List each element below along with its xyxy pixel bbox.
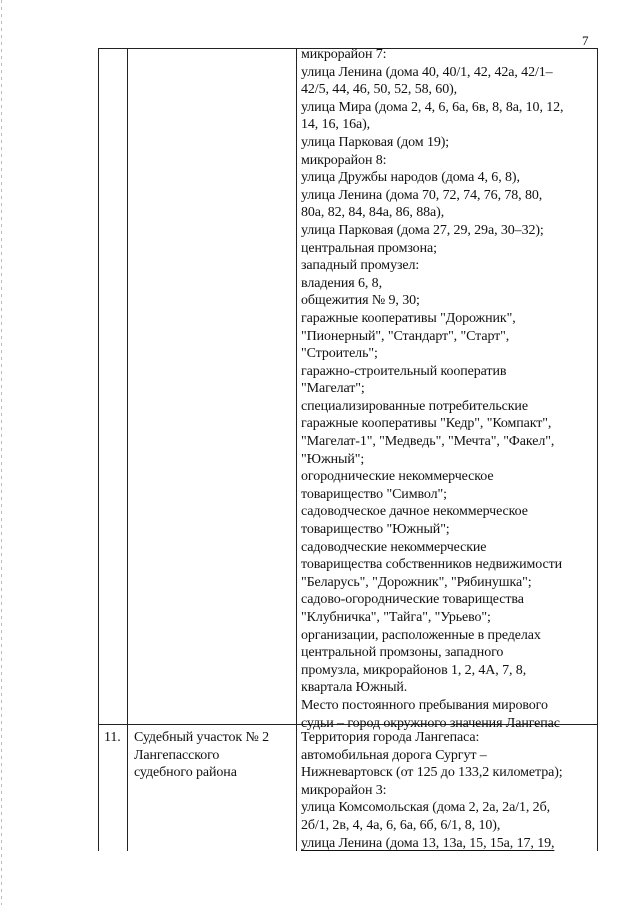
- page-number: 7: [582, 33, 589, 48]
- court-name-line: судебного района: [134, 765, 237, 781]
- territory-line: организации, расположенные в пределах: [301, 627, 541, 643]
- territory-line: Нижневартовск (от 125 до 133,2 километра);: [301, 765, 563, 781]
- column-divider-number: [127, 48, 128, 851]
- territory-line: улица Комсомольская (дома 2, 2а, 2а/1, 2б,: [301, 800, 550, 816]
- territory-line: гаражно-строительный кооператив: [301, 363, 507, 379]
- territory-line: товарищества собственников недвижимости: [301, 557, 563, 573]
- territory-line: улица Парковая (дома 27, 29, 29а, 30–32);: [301, 222, 544, 238]
- territory-line: "Клубничка", "Тайга", "Урьево";: [301, 610, 491, 625]
- territory-line: промузла, микрорайонов 1, 2, 4А, 7, 8,: [301, 662, 527, 678]
- territory-line: западный промузел:: [301, 258, 420, 274]
- scan-edge-mark: [1, 0, 2, 905]
- territory-line: микрорайон 7:: [301, 47, 387, 62]
- territory-line: квартала Южный.: [301, 680, 408, 696]
- territory-line: 42/5, 44, 46, 50, 52, 58, 60),: [301, 82, 458, 98]
- territory-line: микрорайон 3:: [301, 782, 387, 798]
- territory-line: улица Ленина (дома 13, 13а, 15, 15а, 17, 19,: [301, 835, 555, 851]
- territory-line: "Строитель";: [301, 346, 378, 362]
- territory-line: 80а, 82, 84, 84а, 86, 88а),: [301, 205, 445, 221]
- territory-line: общежития № 9, 30;: [301, 293, 420, 309]
- column-divider-name: [296, 48, 297, 851]
- territory-line: центральной промзоны, западного: [301, 645, 504, 661]
- territory-line: гаражные кооперативы "Кедр", "Компакт",: [301, 416, 552, 432]
- territory-line: садово-огороднические товарищества: [301, 592, 524, 608]
- territory-line: 2б/1, 2в, 4, 4а, 6, 6а, 6б, 6/1, 8, 10),: [301, 817, 501, 833]
- territory-line: "Магелат";: [301, 381, 365, 397]
- territory-line: микрорайон 8:: [301, 152, 387, 168]
- territory-line: улица Парковая (дом 19);: [301, 134, 450, 150]
- territory-line: владения 6, 8,: [301, 275, 382, 291]
- territory-line: улица Ленина (дома 70, 72, 74, 76, 78, 80,: [301, 187, 543, 203]
- territory-line: товарищество "Символ";: [301, 486, 447, 502]
- territory-line: "Пионерный", "Стандарт", "Старт",: [301, 328, 510, 344]
- court-name-line: Судебный участок № 2: [134, 730, 270, 745]
- territory-line: Место постоянного пребывания мирового: [301, 697, 548, 713]
- territory-line: центральная промзона;: [301, 240, 437, 256]
- territory-line: "Беларусь", "Дорожник", "Рябинушка";: [301, 574, 532, 590]
- territory-line: автомобильная дорога Сургут –: [301, 747, 487, 763]
- top-row-territory-cell: [301, 46, 563, 732]
- territory-line: товарищество "Южный";: [301, 522, 450, 538]
- territory-line: улица Ленина (дома 40, 40/1, 42, 42а, 42/1–: [301, 64, 553, 80]
- territory-line: "Магелат-1", "Медведь", "Мечта", "Факел",: [301, 434, 555, 450]
- territory-line: "Южный";: [301, 451, 365, 467]
- territory-line: 14, 16, 16а),: [301, 117, 371, 133]
- territory-line: улица Мира (дома 2, 4, 6, 6а, 6в, 8, 8а, 10, 12,: [301, 99, 564, 115]
- court-name-line: Лангепасского: [134, 747, 220, 763]
- territory-line: гаражные кооперативы "Дорожник",: [301, 310, 516, 326]
- row-11-name-cell: [134, 729, 269, 782]
- territory-line: специализированные потребительские: [301, 398, 528, 414]
- territory-line: судьи – город окружного значения Лангепас: [301, 715, 560, 731]
- row-11-territory-cell: [301, 729, 563, 852]
- territory-line: огороднические некоммерческое: [301, 469, 494, 485]
- row-11-number: 11.: [104, 730, 121, 745]
- territory-line: улица Дружбы народов (дома 4, 6, 8),: [301, 170, 520, 186]
- territory-line: садоводческое дачное некоммерческое: [301, 504, 528, 520]
- territory-line: садоводческие некоммерческие: [301, 539, 487, 555]
- territory-line: Территория города Лангепаса:: [301, 730, 480, 745]
